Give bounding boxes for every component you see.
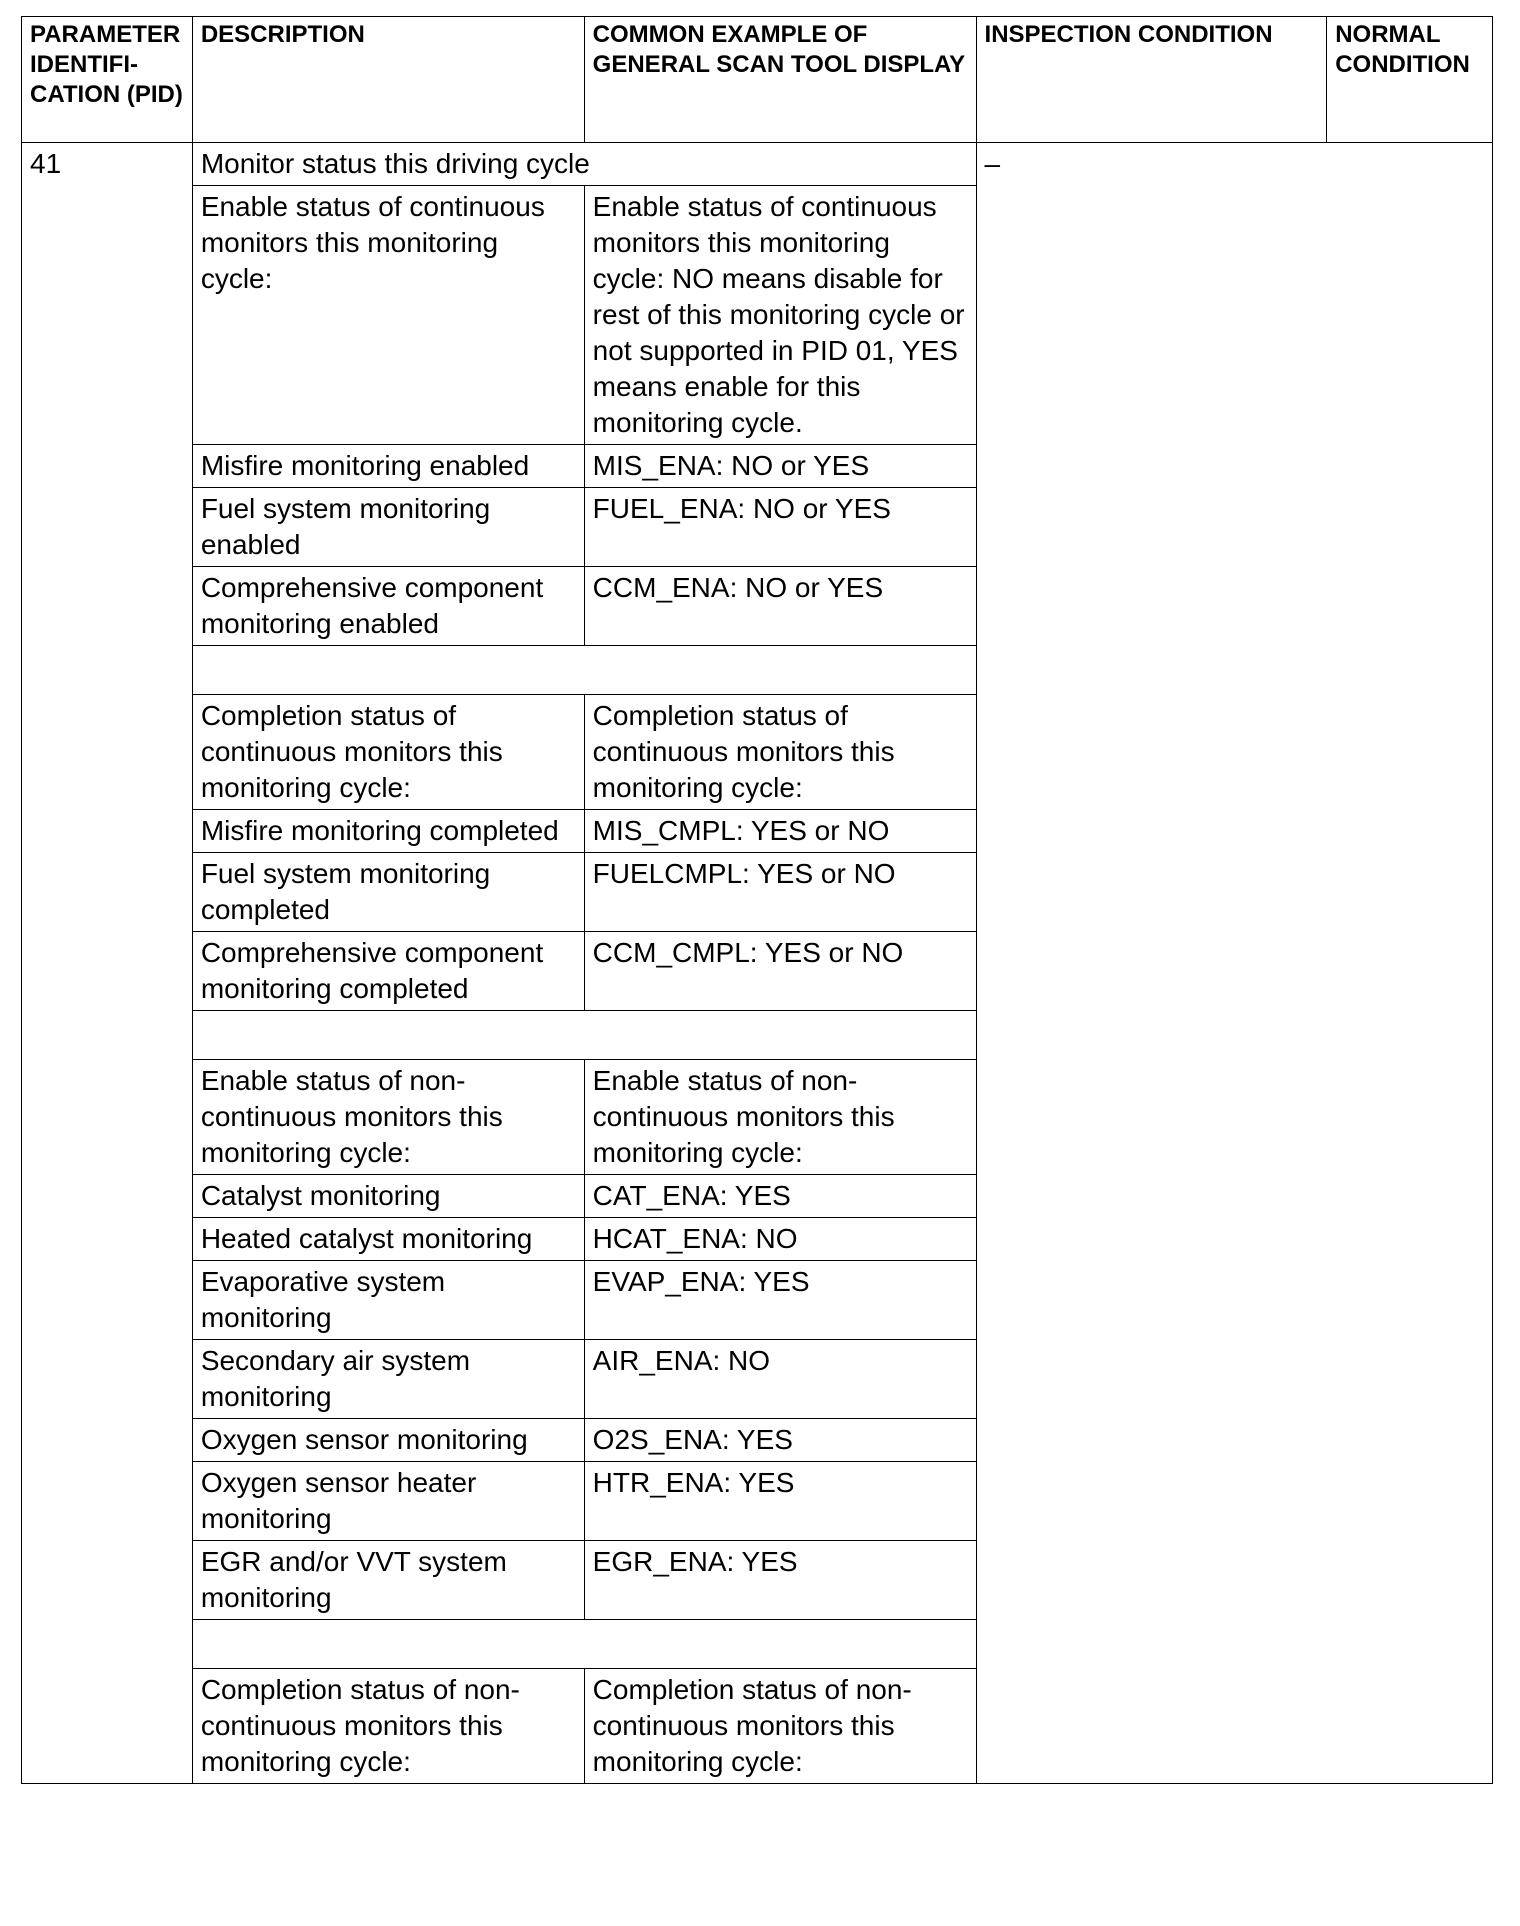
blank-cell [192, 1011, 976, 1060]
example-cell: Enable status of continuous monitors this monitoring cycle: NO means disable for rest of this monitoring cycle or not supported in PID 01, YES means enable for this monitoring cycle. [584, 186, 976, 445]
desc-cell: Completion status of non-continuous monitors this monitoring cycle: [192, 1669, 584, 1784]
header-description: DESCRIPTION [192, 17, 584, 143]
header-example: COMMON EXAMPLE OF GENERAL SCAN TOOL DISPLAY [584, 17, 976, 143]
example-cell: CCM_ENA: NO or YES [584, 567, 976, 646]
desc-cell: Oxygen sensor heater monitoring [192, 1462, 584, 1541]
header-normal-condition: NORMAL CONDITION [1327, 17, 1493, 143]
desc-cell: Oxygen sensor monitoring [192, 1419, 584, 1462]
header-pid: PARAMETER IDENTIFI-CATION (PID) [22, 17, 193, 143]
example-cell: Completion status of continuous monitors this monitoring cycle: [584, 695, 976, 810]
blank-cell [192, 1620, 976, 1669]
section-title: Monitor status this driving cycle [192, 143, 976, 186]
example-cell: Completion status of non-continuous monitors this monitoring cycle: [584, 1669, 976, 1784]
example-cell: O2S_ENA: YES [584, 1419, 976, 1462]
desc-cell: Enable status of non-continuous monitors this monitoring cycle: [192, 1060, 584, 1175]
example-cell: FUEL_ENA: NO or YES [584, 488, 976, 567]
header-inspection-condition: INSPECTION CONDITION [976, 17, 1327, 143]
desc-cell: Enable status of continuous monitors this monitoring cycle: [192, 186, 584, 445]
example-cell: AIR_ENA: NO [584, 1340, 976, 1419]
example-cell: MIS_ENA: NO or YES [584, 445, 976, 488]
pid-spec-table [21, 16, 1493, 1784]
inspection-cell: – [976, 143, 1492, 1784]
desc-cell: Completion status of continuous monitors this monitoring cycle: [192, 695, 584, 810]
example-cell: HTR_ENA: YES [584, 1462, 976, 1541]
desc-cell: Comprehensive component monitoring completed [192, 932, 584, 1011]
desc-cell: Comprehensive component monitoring enabled [192, 567, 584, 646]
example-cell: CAT_ENA: YES [584, 1175, 976, 1218]
desc-cell: Fuel system monitoring completed [192, 853, 584, 932]
desc-cell: Heated catalyst monitoring [192, 1218, 584, 1261]
pid-cell: 41 [22, 143, 193, 1784]
desc-cell: Misfire monitoring enabled [192, 445, 584, 488]
example-cell: HCAT_ENA: NO [584, 1218, 976, 1261]
desc-cell: Evaporative system monitoring [192, 1261, 584, 1340]
desc-cell: Misfire monitoring completed [192, 810, 584, 853]
example-cell: MIS_CMPL: YES or NO [584, 810, 976, 853]
example-cell: EGR_ENA: YES [584, 1541, 976, 1620]
table-row [22, 143, 1493, 186]
example-cell: Enable status of non-continuous monitors this monitoring cycle: [584, 1060, 976, 1175]
desc-cell: EGR and/or VVT system monitoring [192, 1541, 584, 1620]
blank-cell [192, 646, 976, 695]
example-cell: FUELCMPL: YES or NO [584, 853, 976, 932]
desc-cell: Secondary air system monitoring [192, 1340, 584, 1419]
desc-cell: Catalyst monitoring [192, 1175, 584, 1218]
example-cell: CCM_CMPL: YES or NO [584, 932, 976, 1011]
example-cell: EVAP_ENA: YES [584, 1261, 976, 1340]
desc-cell: Fuel system monitoring enabled [192, 488, 584, 567]
header-row [22, 17, 1493, 143]
